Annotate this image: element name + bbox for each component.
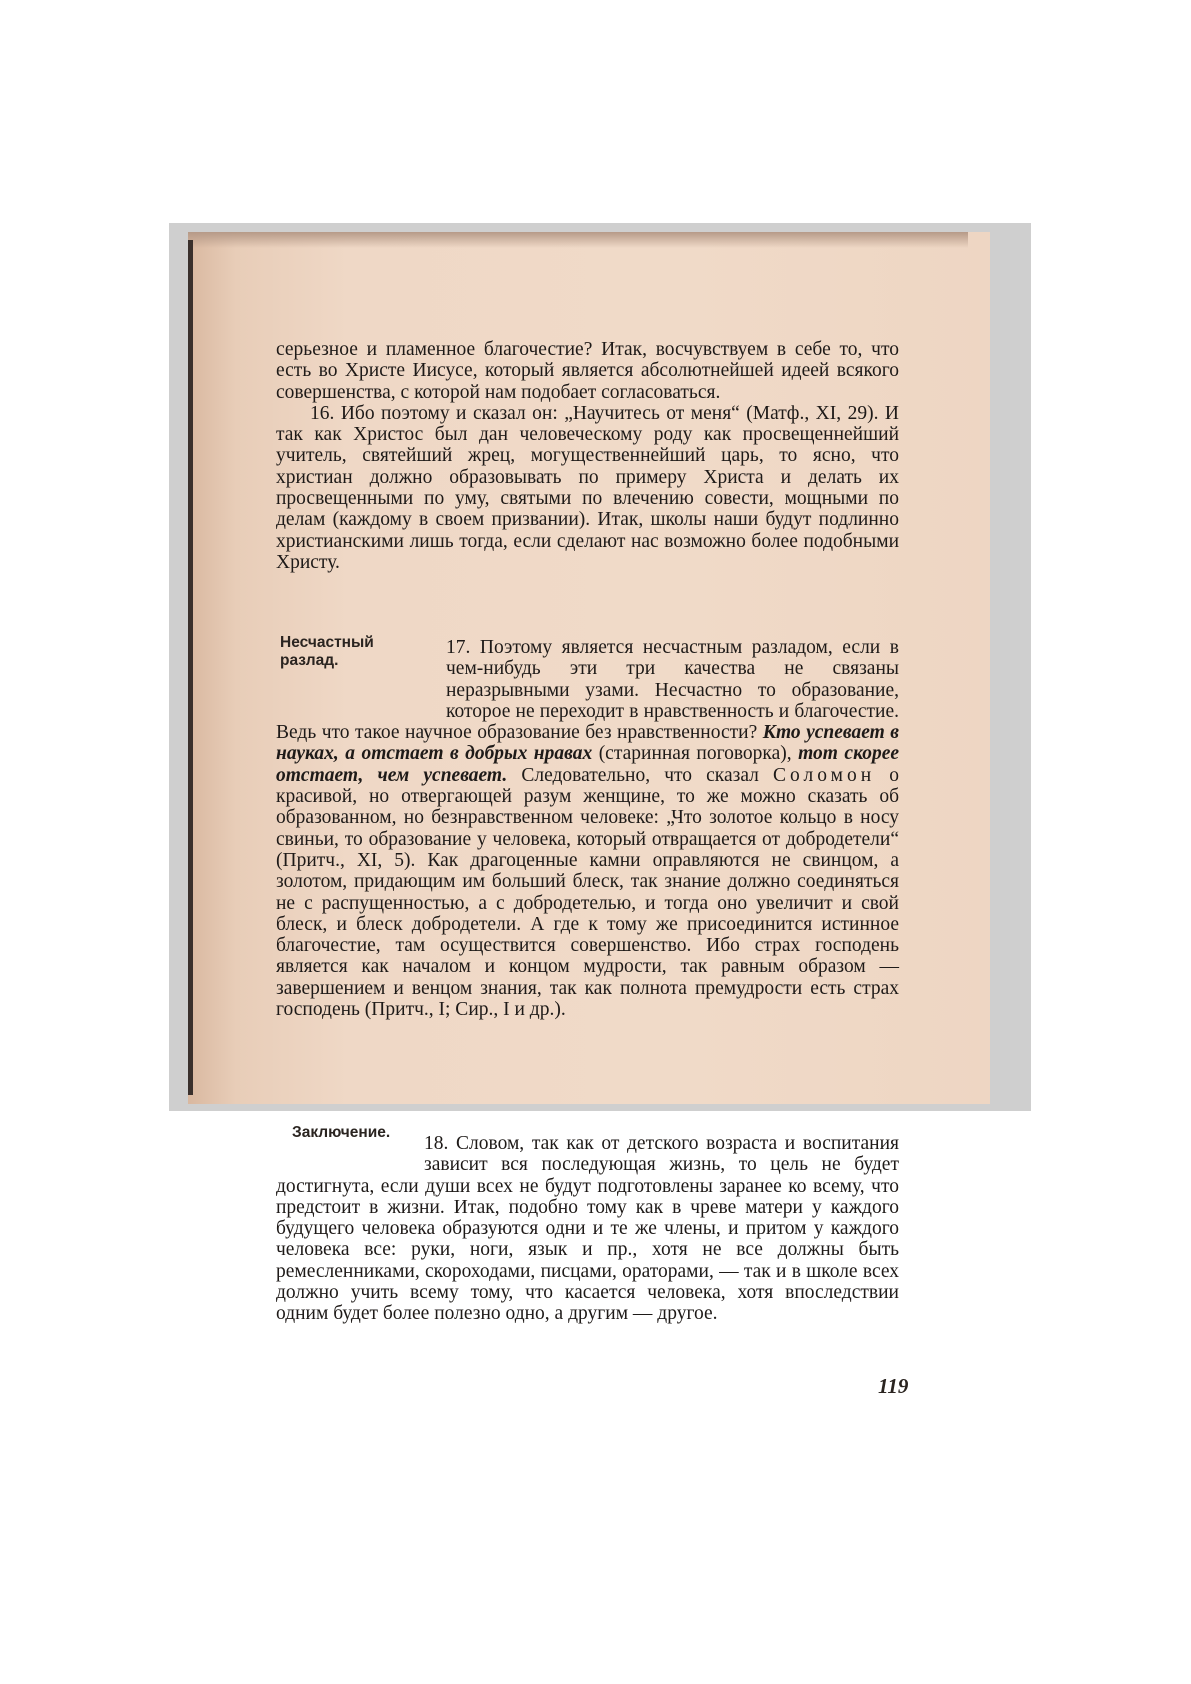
page-spine bbox=[188, 240, 193, 1095]
margin-note-discord: Несчастный разлад. bbox=[280, 634, 374, 669]
margin-note-spacer-2 bbox=[276, 1133, 424, 1173]
paragraph-16: 16. Ибо поэтому и сказал он: „Научитесь от меня“ (Матф., XI, 29). И так как Христос был дан человеческому роду как просвещеннейший учитель, святейший жрец, могущественнейший царь, то ясно, что христиан должно образовывать по примеру Христа и делать их просвещенными по уму, святыми по влечению совести, мощными по делам (каждому в своем призвании). Итак, школы наши будут подлинно христианскими лишь тогда, если сделают нас возможно более подобными Христу. bbox=[276, 402, 899, 573]
page-number: 119 bbox=[878, 1374, 909, 1398]
paragraph-17-part2: (старинная поговорка), bbox=[592, 743, 799, 765]
text-block-middle bbox=[276, 637, 899, 1020]
paragraph-17 bbox=[276, 637, 899, 1020]
paragraph-17-part4: о красивой, но отвергающей разум женщине, то же можно сказать об образованном, но безнравственном человеке: „Что золотое кольцо в носу свиньи, то образование у человека, который отвращается от добродетели“ (Притч., XI, 5). Как драгоценные камни оправляются не свинцом, а золотом, придающим им больший блеск, так знание должно соединяться не с распущенностью, а с добродетелью, и тогда оно увеличит и свой блеск, и блеск добродетели. А где к тому же присоединится истинное благочестие, там осуществится совершенство. Ибо страх господень является как началом и концом мудрости, так равным образом — завершением и венцом знания, так как полнота премудрости есть страх господень (Притч., I; Сир., I и др.). bbox=[276, 764, 899, 1021]
paragraph-continuation: серьезное и пламенное благочестие? Итак, восчувствуем в себе то, что есть во Христе Иисусе, который является абсолютнейшей идеей всякого совершенства, с которой нам подобает согласоваться. bbox=[276, 339, 899, 403]
paragraph-18-text: 18. Словом, так как от детского возраста и воспитания зависит вся последующая жизнь, то цель не будет достигнута, если души всех не будут подготовлены заранее ко всему, что предстоит в жизни. Итак, подобно тому как в чреве матери у каждого будущего человека образуются одни и те же члены, и притом у каждого человека все: руки, ноги, язык и пр., хотя не все должны быть ремесленниками, скороходами, писцами, ораторами, — так и в школе всех должно учить всему тому, что касается человека, хотя впоследствии одним будет более полезно одно, а другим — другое. bbox=[276, 1133, 899, 1325]
page-top-edge bbox=[188, 232, 968, 248]
margin-note-conclusion: Заключение. bbox=[292, 1124, 391, 1141]
proverb-italic-1: Кто успевает в науках, а отстает в добрых нравах bbox=[276, 722, 899, 765]
text-block-lower bbox=[276, 1133, 899, 1325]
spaced-name-solomon: Соломон bbox=[773, 764, 876, 786]
proverb-italic-2: тот скорее отстает, чем успевает. bbox=[276, 743, 900, 786]
paragraph-17-part3: Следовательно, что сказал bbox=[507, 764, 773, 786]
text-block-upper bbox=[276, 339, 899, 573]
paragraph-18 bbox=[276, 1133, 899, 1325]
paragraph-17-part1: 17. Поэтому является несчастным разладом, если в чем-нибудь эти три качества не связаны неразрывными узами. Несчастно то образование, которое не переходит в нравственность и благочестие. Ведь что такое научное образование без нравственности? bbox=[276, 637, 899, 744]
margin-note-spacer bbox=[276, 637, 446, 701]
